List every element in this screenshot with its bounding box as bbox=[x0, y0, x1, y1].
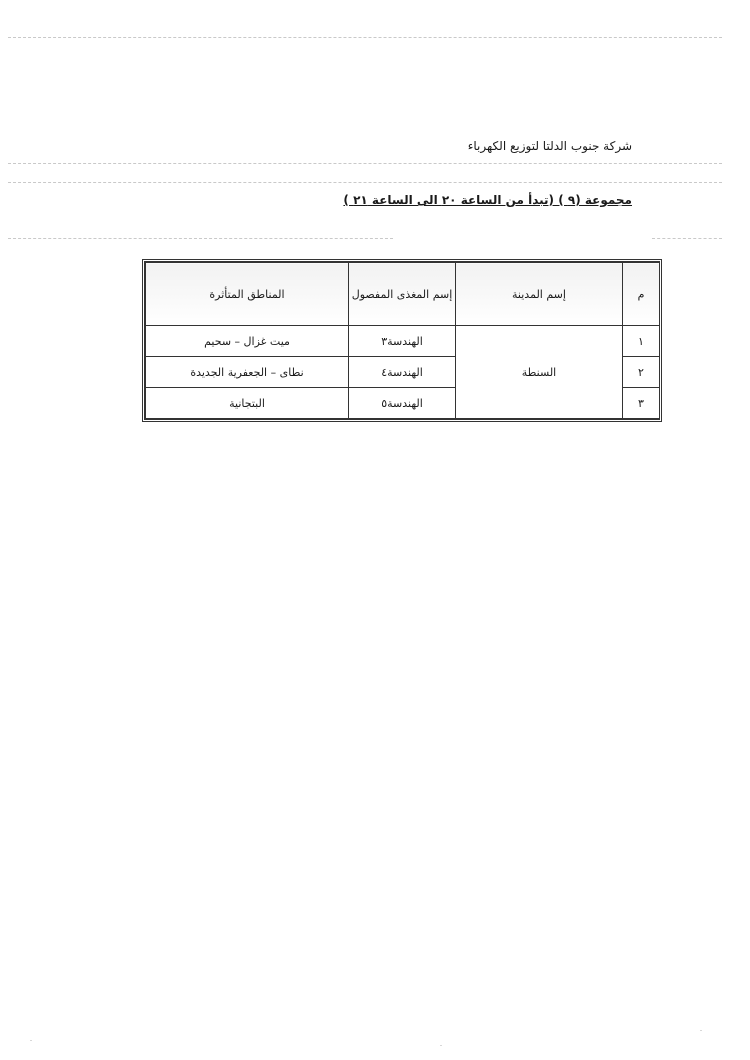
table-row bbox=[146, 326, 660, 357]
feeder-cell: الهندسة٣ bbox=[349, 326, 456, 357]
areas-cell: البتجانية bbox=[146, 388, 349, 419]
header-num: م bbox=[623, 263, 660, 326]
scan-line bbox=[8, 238, 393, 239]
feeder-cell: الهندسة٥ bbox=[349, 388, 456, 419]
header-areas: المناطق المتأثرة bbox=[146, 263, 349, 326]
city-cell: السنطة bbox=[456, 326, 623, 419]
header-city: إسم المدينة bbox=[456, 263, 623, 326]
row-number: ٢ bbox=[623, 357, 660, 388]
row-number: ٣ bbox=[623, 388, 660, 419]
row-number: ١ bbox=[623, 326, 660, 357]
scan-speck bbox=[440, 1045, 442, 1046]
header-feeder: إسم المغذى المفصول bbox=[349, 263, 456, 326]
scan-speck bbox=[30, 1040, 32, 1041]
areas-cell: نطاى – الجعفرية الجديدة bbox=[146, 357, 349, 388]
outage-table bbox=[145, 262, 660, 419]
feeder-cell: الهندسة٤ bbox=[349, 357, 456, 388]
group-title: مجموعة (٩ ) (تبدأ من الساعة ٢٠ الى الساعة ٢١ ) bbox=[343, 193, 632, 207]
areas-cell: ميت غزال – سحيم bbox=[146, 326, 349, 357]
scan-line bbox=[8, 37, 722, 38]
scan-line bbox=[8, 163, 722, 164]
scan-line bbox=[652, 238, 722, 239]
table-header-row bbox=[146, 263, 660, 326]
scan-speck bbox=[700, 1030, 702, 1031]
scan-line bbox=[8, 182, 722, 183]
company-name: شركة جنوب الدلتا لتوزيع الكهرباء bbox=[467, 139, 632, 153]
